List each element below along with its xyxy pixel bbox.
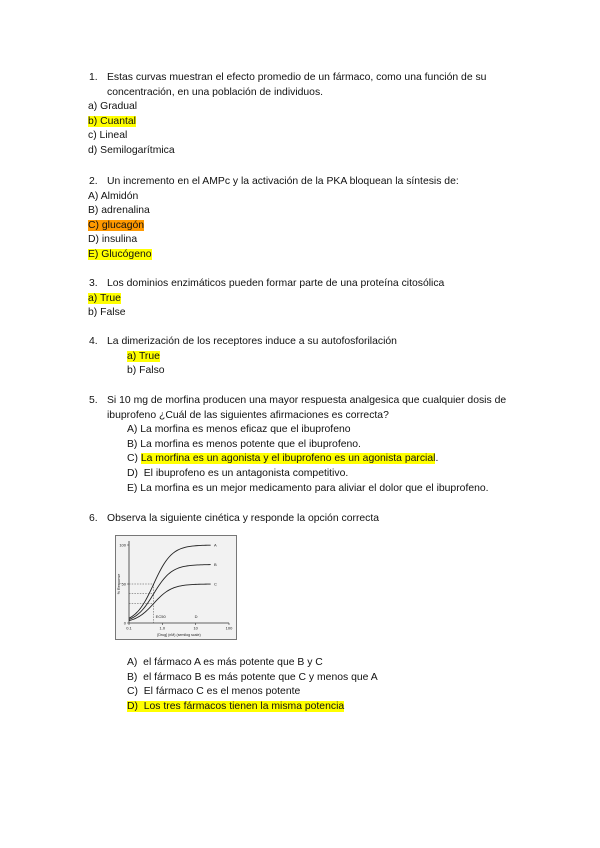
question-5-stem bbox=[89, 394, 529, 423]
option-2b: B) adrenalina bbox=[88, 205, 150, 217]
option-1d: d) Semilogarítmica bbox=[88, 144, 175, 156]
option-1c: c) Lineal bbox=[88, 130, 128, 142]
question-text: Los dominios enzimáticos pueden formar parte de una proteína citosólica bbox=[107, 278, 445, 289]
question-3 bbox=[89, 277, 529, 321]
question-1 bbox=[89, 71, 529, 159]
question-text: Si 10 mg de morfina producen una mayor respuesta analgesica que cualquier dosis de ibuprofeno ¿Cuál de las siguientes afirmaciones es correcta? bbox=[107, 395, 507, 421]
question-number: 6. bbox=[89, 513, 98, 524]
question-6-options bbox=[89, 656, 529, 714]
option-6c: C) El fármaco C es el menos potente bbox=[127, 686, 301, 698]
x-axis-label: [Drug] (nM) (semilog scale) bbox=[157, 633, 201, 637]
option-2d: D) insulina bbox=[88, 234, 138, 246]
x-tick-label: 0.1 bbox=[126, 625, 132, 631]
x-tick-label: 1.0 bbox=[159, 625, 166, 631]
question-text: Un incremento en el AMPc y la activación de la PKA bloquean la síntesis de: bbox=[107, 176, 459, 187]
x-tick-label: 10 bbox=[193, 625, 198, 631]
option-1a: a) Gradual bbox=[88, 101, 138, 113]
x-tick-label: 100 bbox=[225, 625, 233, 631]
question-text: Estas curvas muestran el efecto promedio de un fármaco, como una función de su concentración, en una población de individuos. bbox=[107, 72, 487, 98]
question-2-stem bbox=[89, 175, 529, 190]
option-6a: A) el fármaco A es más potente que B y C bbox=[127, 657, 323, 668]
option-5c: C) La morfina es un agonista y el ibuprofeno es un agonista parcial. bbox=[127, 453, 439, 465]
question-6-stem bbox=[89, 512, 529, 527]
option-4b: b) Falso bbox=[127, 365, 165, 377]
option-5a: A) La morfina es menos eficaz que el ibuprofeno bbox=[127, 424, 351, 436]
option-3a: a) True bbox=[88, 292, 121, 304]
question-1-stem bbox=[89, 71, 529, 100]
ec50-annotation: EC50 bbox=[155, 614, 166, 619]
series-label-A: A bbox=[214, 542, 217, 548]
question-text: Observa la siguiente cinética y responde la opción correcta bbox=[107, 513, 380, 524]
dose-response-chart bbox=[115, 535, 237, 640]
option-1b: b) Cuantal bbox=[88, 115, 136, 127]
question-number: 1. bbox=[89, 72, 98, 83]
question-number: 3. bbox=[89, 278, 98, 289]
option-5b: B) La morfina es menos potente que el ibuprofeno. bbox=[127, 438, 361, 450]
question-6 bbox=[89, 512, 529, 527]
option-2c: C) glucagón bbox=[88, 219, 145, 231]
question-2 bbox=[89, 175, 529, 263]
question-number: 2. bbox=[89, 176, 98, 187]
question-4-stem bbox=[89, 335, 529, 350]
y-tick-label: 50 bbox=[121, 581, 126, 587]
d-annotation: D bbox=[194, 614, 198, 619]
option-2e: E) Glucógeno bbox=[88, 248, 152, 260]
question-number: 5. bbox=[89, 395, 98, 406]
y-tick-label: 100 bbox=[119, 542, 126, 548]
y-tick-label: 0 bbox=[123, 620, 126, 626]
option-2a: A) Almidón bbox=[88, 190, 139, 202]
series-label-B: B bbox=[214, 562, 217, 567]
option-5e: E) La morfina es un mejor medicamento para aliviar el dolor que el ibuprofeno. bbox=[127, 482, 489, 494]
question-5 bbox=[89, 394, 529, 496]
y-axis-label: % Response bbox=[117, 573, 121, 595]
option-3b: b) False bbox=[88, 307, 126, 319]
option-5d: D) El ibuprofeno es un antagonista competitivo. bbox=[127, 467, 349, 479]
option-4a: a) True bbox=[127, 350, 160, 362]
option-6b: B) el fármaco B es más potente que C y menos que A bbox=[127, 671, 378, 683]
question-number: 4. bbox=[89, 336, 98, 347]
option-6d: D) Los tres fármacos tienen la misma potencia bbox=[127, 700, 345, 712]
question-4 bbox=[89, 335, 529, 379]
question-text: La dimerización de los receptores induce a su autofosforilación bbox=[107, 336, 397, 347]
question-3-stem bbox=[89, 277, 529, 292]
series-label-C: C bbox=[214, 581, 217, 587]
